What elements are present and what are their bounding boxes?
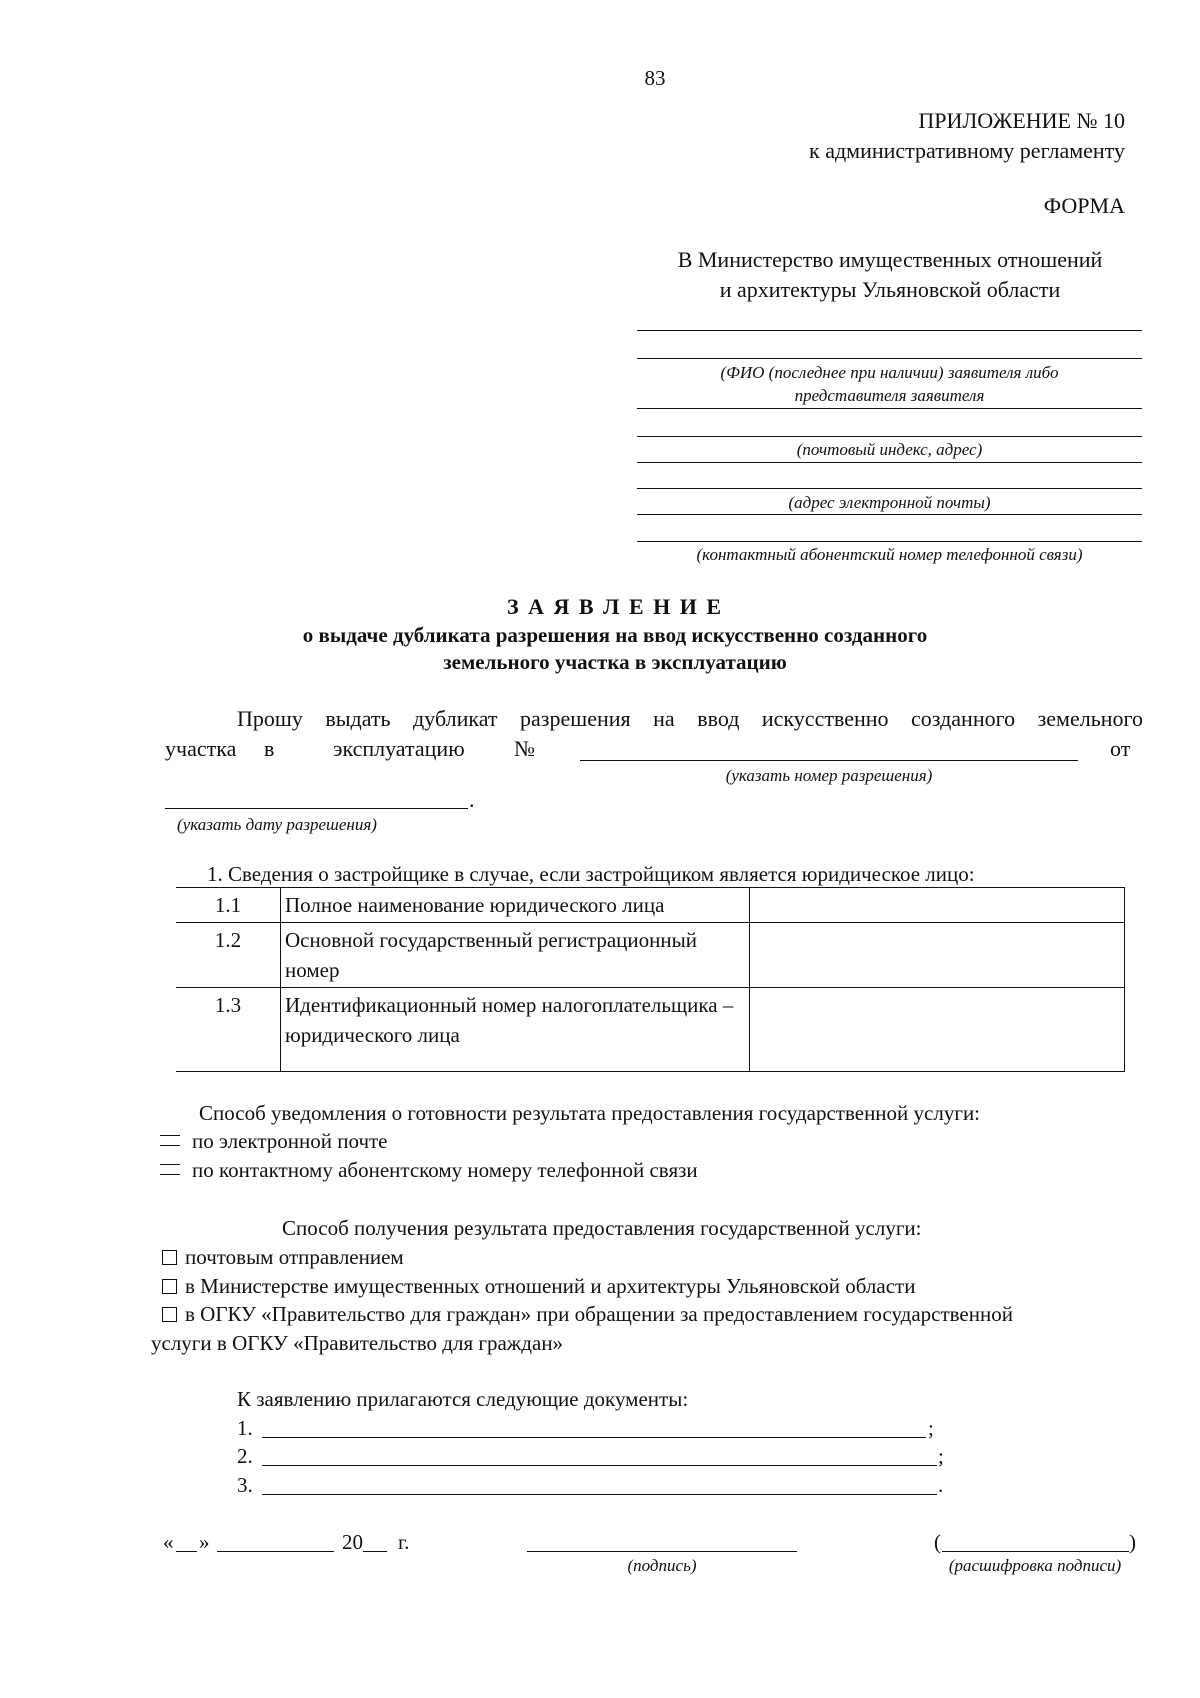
- row-number: 1.2: [176, 923, 281, 988]
- request-word-expl: эксплуатацию: [333, 736, 465, 761]
- document-title: З А Я В Л Е Н И Е: [506, 594, 724, 619]
- request-line-1: Прошу выдать дубликат разрешения на ввод искусственно созданного земельного: [237, 706, 1143, 731]
- notification-option-phone[interactable]: по контактному абонентскому номеру телефонной связи: [160, 1158, 698, 1183]
- addressee-line-1: В Министерство имущественных отношений: [677, 247, 1103, 272]
- row-value-cell[interactable]: [750, 923, 1125, 988]
- email-field-hint: (адрес электронной почты): [788, 493, 991, 512]
- document-subtitle-2: земельного участка в эксплуатацию: [443, 650, 787, 674]
- addressee-line-2: и архитектуры Ульяновской области: [719, 277, 1061, 302]
- row-label: Идентификационный номер налогоплательщика – юридического лица: [281, 988, 750, 1072]
- request-word-uchastka: участка: [165, 736, 237, 761]
- postal-field-hint: (почтовый индекс, адрес): [796, 440, 983, 459]
- page-number: 83: [644, 66, 666, 90]
- permit-number-field[interactable]: [580, 760, 1078, 761]
- row-label: Полное наименование юридического лица: [281, 888, 750, 923]
- receipt-heading: Способ получения результата предоставления государственной услуги:: [282, 1216, 922, 1240]
- attachment-end: ;: [928, 1416, 934, 1440]
- appendix-heading: ПРИЛОЖЕНИЕ № 10: [918, 108, 1125, 133]
- receipt-option-ogku[interactable]: в ОГКУ «Правительство для граждан» при обращении за предоставлением государственной: [162, 1302, 1013, 1327]
- permit-date-field[interactable]: [165, 808, 468, 809]
- row-value-cell[interactable]: [750, 988, 1125, 1072]
- appendix-subheading: к административному регламенту: [809, 138, 1125, 163]
- notification-heading: Способ уведомления о готовности результата предоставления государственной услуги:: [199, 1101, 981, 1125]
- table-row: [176, 923, 1125, 988]
- request-word-v: в: [264, 736, 275, 761]
- date-year-prefix: 20: [342, 1530, 363, 1554]
- date-month-field[interactable]: [217, 1551, 334, 1552]
- receipt-option-ogku-continued: услуги в ОГКУ «Правительство для граждан»: [151, 1331, 564, 1355]
- row-number: 1.1: [176, 888, 281, 923]
- date-day-open-quote: «: [163, 1530, 174, 1554]
- checkbox-icon[interactable]: [162, 1307, 177, 1322]
- date-day-field[interactable]: [176, 1551, 197, 1552]
- permit-date-dot: .: [469, 787, 475, 812]
- checkbox-icon[interactable]: [162, 1279, 177, 1294]
- email-field-line-2[interactable]: [637, 514, 1142, 515]
- developer-info-table: [176, 887, 1125, 1072]
- checkbox-icon[interactable]: [162, 1250, 177, 1265]
- date-year-field[interactable]: [363, 1551, 387, 1552]
- phone-field-line[interactable]: [637, 541, 1142, 542]
- decode-close-paren: ): [1129, 1530, 1136, 1554]
- postal-field-line[interactable]: [637, 436, 1142, 437]
- name-field-hint-2: представителя заявителя: [794, 386, 985, 405]
- name-field-line-2[interactable]: [637, 408, 1142, 409]
- attachment-field[interactable]: [262, 1437, 926, 1438]
- permit-date-hint: (указать дату разрешения): [177, 815, 377, 834]
- row-value-cell[interactable]: [750, 888, 1125, 923]
- table-row: [176, 988, 1125, 1072]
- receipt-option-mail[interactable]: почтовым отправлением: [162, 1245, 404, 1270]
- postal-field-line-2[interactable]: [637, 462, 1142, 463]
- date-day-close-quote: »: [199, 1530, 210, 1554]
- signature-hint: (подпись): [627, 1556, 697, 1575]
- attachments-heading: К заявлению прилагаются следующие документы:: [237, 1387, 689, 1411]
- phone-field-hint: (контактный абонентский номер телефонной связи): [696, 545, 1083, 564]
- notification-option-email[interactable]: по электронной почте: [160, 1129, 388, 1154]
- signature-decode-field[interactable]: [942, 1551, 1129, 1552]
- section-1-heading: 1. Сведения о застройщике в случае, если застройщиком является юридическое лицо:: [207, 862, 975, 886]
- email-field-line[interactable]: [637, 488, 1142, 489]
- document-subtitle-1: о выдаче дубликата разрешения на ввод искусственно созданного: [302, 623, 928, 647]
- signature-field[interactable]: [527, 1551, 797, 1552]
- name-field-line[interactable]: [637, 358, 1142, 359]
- attachment-number: 2.: [237, 1444, 253, 1468]
- request-word-ot: от: [1110, 736, 1131, 761]
- permit-number-hint: (указать номер разрешения): [725, 766, 933, 785]
- attachment-end: .: [938, 1473, 944, 1497]
- blank-line[interactable]: [637, 330, 1142, 331]
- checkbox-icon[interactable]: [160, 1164, 180, 1175]
- request-word-no: №: [514, 736, 535, 761]
- checkbox-icon[interactable]: [160, 1135, 180, 1146]
- attachment-end: ;: [938, 1444, 944, 1468]
- date-year-suffix: г.: [398, 1530, 410, 1554]
- receipt-option-ministry[interactable]: в Министерстве имущественных отношений и архитектуры Ульяновской области: [162, 1274, 915, 1299]
- attachment-number: 1.: [237, 1416, 253, 1440]
- attachment-number: 3.: [237, 1473, 253, 1497]
- signature-decode-hint: (расшифровка подписи): [948, 1556, 1122, 1575]
- row-number: 1.3: [176, 988, 281, 1072]
- decode-open-paren: (: [934, 1530, 941, 1554]
- attachment-field[interactable]: [262, 1494, 937, 1495]
- name-field-hint-1: (ФИО (последнее при наличии) заявителя либо: [720, 363, 1059, 382]
- table-row: [176, 888, 1125, 923]
- row-label: Основной государственный регистрационный номер: [281, 923, 750, 988]
- attachment-field[interactable]: [262, 1465, 937, 1466]
- form-label: ФОРМА: [1043, 193, 1125, 218]
